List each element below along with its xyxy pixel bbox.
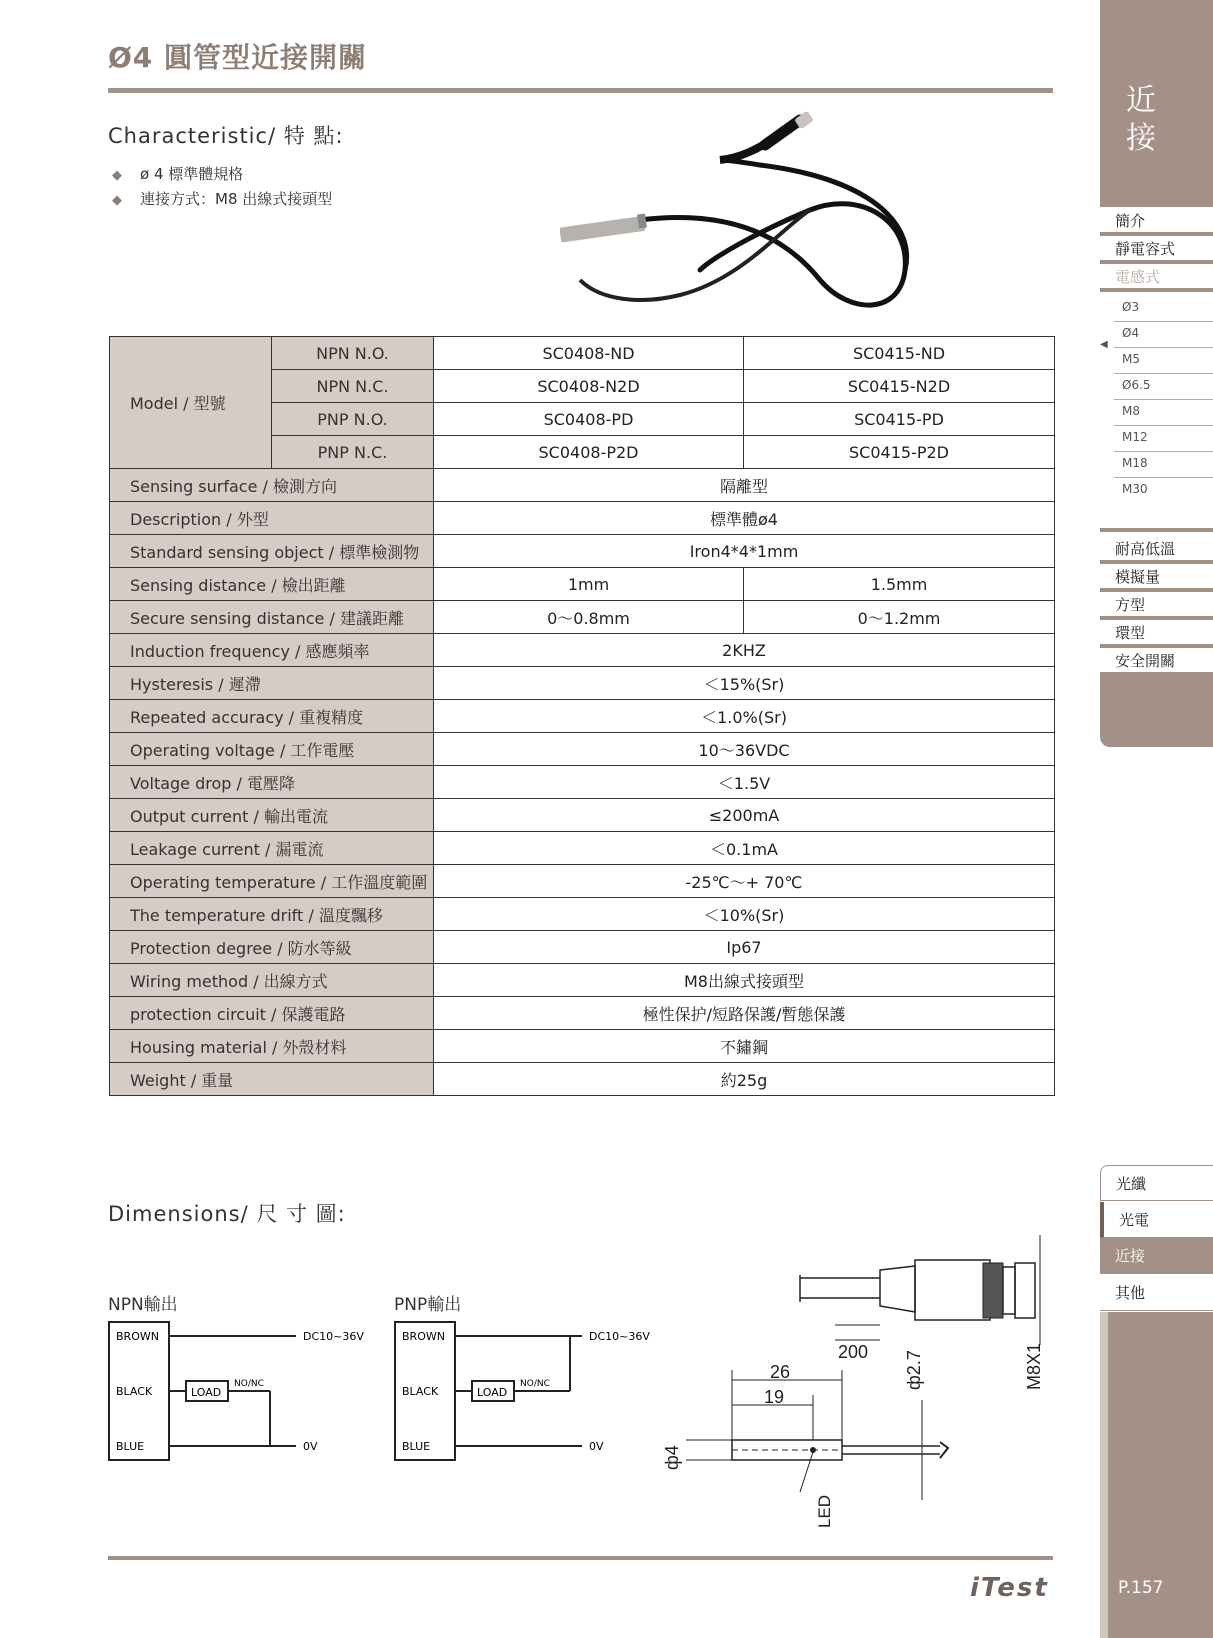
spec-value-b: 1.5mm [744, 568, 1055, 601]
header-rule [108, 88, 1053, 93]
dimensions-heading: Dimensions/ 尺 寸 圖: [108, 1202, 346, 1226]
sidebar-item-label: 模擬量 [1115, 568, 1161, 586]
sidebar-tab-label: 光電 [1119, 1211, 1150, 1229]
sidebar-sub-item[interactable]: M12 [1120, 426, 1213, 452]
output-type: NPN N.O. [272, 337, 434, 370]
spec-value: Ip67 [434, 931, 1055, 964]
spec-value: -25℃～+ 70℃ [434, 865, 1055, 898]
table-row [110, 997, 1055, 1030]
sidebar-sub-item[interactable]: Ø3 [1120, 296, 1213, 322]
spec-value: 標準體ø4 [434, 502, 1055, 535]
spec-value-b: 0～1.2mm [744, 601, 1055, 634]
table-row [110, 1063, 1055, 1096]
spec-label: Leakage current / 漏電流 [110, 832, 434, 865]
footer-rule [108, 1556, 1053, 1560]
table-row [110, 931, 1055, 964]
spec-label: Protection degree / 防水等級 [110, 931, 434, 964]
spec-label: protection circuit / 保護電路 [110, 997, 434, 1030]
sidebar-tab-fiber[interactable] [1100, 1165, 1213, 1201]
sidebar-item-label: 簡介 [1115, 212, 1146, 230]
spec-value: M8出線式接頭型 [434, 964, 1055, 997]
dim-m8-label: M8X1 [1024, 1342, 1044, 1390]
sidebar-sub-item[interactable]: M5 [1120, 348, 1213, 374]
model-a: SC0408-P2D [434, 436, 744, 469]
spec-label: Sensing distance / 檢出距離 [110, 568, 434, 601]
spec-value-a: 1mm [434, 568, 744, 601]
table-row [110, 700, 1055, 733]
bullet-item [112, 188, 332, 209]
npn-wiring-diagram [108, 1316, 378, 1466]
sidebar-sub-item[interactable]: M18 [1120, 452, 1213, 478]
table-row [110, 337, 1055, 370]
sidebar-tab-other[interactable] [1100, 1275, 1213, 1311]
spec-value: 10～36VDC [434, 733, 1055, 766]
spec-label: Operating temperature / 工作溫度範圍 [110, 865, 434, 898]
spec-label: Weight / 重量 [110, 1063, 434, 1096]
spec-label: Description / 外型 [110, 502, 434, 535]
sidebar-item-capacitive[interactable] [1100, 236, 1213, 264]
wire-black-label: BLACK [402, 1385, 439, 1398]
dim-200-label: 200 [838, 1342, 869, 1362]
wire-black-label: BLACK [116, 1385, 153, 1398]
spec-value: Iron4*4*1mm [434, 535, 1055, 568]
spec-table [109, 336, 1055, 1096]
dimension-drawing [660, 1230, 1060, 1530]
sidebar-item-label: 電感式 [1115, 268, 1161, 286]
spec-label: Wiring method / 出線方式 [110, 964, 434, 997]
load-label: LOAD [477, 1386, 508, 1399]
load-label: LOAD [191, 1386, 222, 1399]
table-row [110, 898, 1055, 931]
sidebar-item-label: 耐高低溫 [1115, 540, 1176, 558]
table-row [110, 865, 1055, 898]
product-photo [560, 110, 940, 320]
spec-label: Secure sensing distance / 建議距離 [110, 601, 434, 634]
led-label: LED [815, 1494, 834, 1528]
sidebar-item-inductive[interactable] [1100, 264, 1213, 292]
bullet-text: ø 4 標準體規格 [140, 165, 244, 183]
spec-label: Hysteresis / 遲滯 [110, 667, 434, 700]
spec-label: Voltage drop / 電壓降 [110, 766, 434, 799]
sidebar-sub-item[interactable]: Ø6.5 [1120, 374, 1213, 400]
dim-phi4-label: ф4 [662, 1445, 682, 1470]
dc-label: DC10~36V [589, 1330, 650, 1343]
spec-label: Output current / 輸出電流 [110, 799, 434, 832]
table-row [110, 1030, 1055, 1063]
spec-label: Sensing surface / 檢測方向 [110, 469, 434, 502]
brand-logo: iTest [970, 1573, 1049, 1603]
sidebar-title-bottom: 接 [1126, 121, 1158, 156]
nonc-label: NO/NC [520, 1379, 550, 1389]
model-a: SC0408-PD [434, 403, 744, 436]
spec-value: ＜1.5V [434, 766, 1055, 799]
sidebar-sub-item-active[interactable]: Ø4 [1120, 322, 1213, 348]
spec-value: 不鏽鋼 [434, 1030, 1055, 1063]
table-row [110, 799, 1055, 832]
dc-label: DC10~36V [303, 1330, 364, 1343]
sidebar-title [1100, 82, 1184, 158]
table-row [110, 832, 1055, 865]
spec-value: ＜15%(Sr) [434, 667, 1055, 700]
model-b: SC0415-N2D [744, 370, 1055, 403]
wire-blue-label: BLUE [402, 1440, 431, 1453]
table-row [110, 667, 1055, 700]
sidebar-item-ring[interactable] [1100, 620, 1213, 648]
table-row [110, 568, 1055, 601]
spec-value: 2KHZ [434, 634, 1055, 667]
output-type: PNP N.C. [272, 436, 434, 469]
diamond-icon: ◆ [112, 168, 122, 183]
sidebar-block [1100, 672, 1213, 747]
wire-blue-label: BLUE [116, 1440, 145, 1453]
sidebar-item-intro[interactable] [1100, 208, 1213, 236]
diamond-icon: ◆ [112, 193, 122, 208]
spec-label: Induction frequency / 感應頻率 [110, 634, 434, 667]
sidebar-item-label: 環型 [1115, 624, 1146, 642]
sidebar-item-label: 方型 [1115, 596, 1146, 614]
output-type: PNP N.O. [272, 403, 434, 436]
bullet-text: 連接方式：M8 出線式接頭型 [140, 190, 333, 208]
characteristic-heading: Characteristic/ 特 點: [108, 124, 344, 148]
nonc-label: NO/NC [234, 1379, 264, 1389]
dim-26-label: 26 [770, 1362, 791, 1382]
sidebar-item-label: 安全開關 [1115, 652, 1176, 670]
sidebar-divider [1100, 528, 1213, 532]
bullet-item [112, 163, 243, 184]
spec-value: ≤200mA [434, 799, 1055, 832]
table-row [110, 502, 1055, 535]
wire-brown-label: BROWN [402, 1330, 445, 1343]
table-row [110, 766, 1055, 799]
table-row [110, 601, 1055, 634]
spec-label: Standard sensing object / 標準檢測物 [110, 535, 434, 568]
table-row [110, 469, 1055, 502]
sidebar-item-analog[interactable] [1100, 564, 1213, 592]
spec-value: 隔離型 [434, 469, 1055, 502]
sidebar-item-temp[interactable] [1100, 536, 1213, 564]
model-label: Model / 型號 [110, 337, 272, 469]
pnp-title: PNP輸出 [394, 1295, 462, 1315]
spec-value: 約25g [434, 1063, 1055, 1096]
model-a: SC0408-ND [434, 337, 744, 370]
output-type: NPN N.C. [272, 370, 434, 403]
spec-label: Housing material / 外殼材料 [110, 1030, 434, 1063]
spec-value: 極性保护/短路保護/暫態保護 [434, 997, 1055, 1030]
table-row [110, 733, 1055, 766]
sidebar-item-square[interactable] [1100, 592, 1213, 620]
sidebar-edge [1100, 1312, 1108, 1638]
spec-value-a: 0～0.8mm [434, 601, 744, 634]
sidebar-tab-label: 近接 [1115, 1247, 1146, 1265]
table-row [110, 634, 1055, 667]
sidebar-tab-photo[interactable] [1100, 1202, 1213, 1238]
spec-label: Operating voltage / 工作電壓 [110, 733, 434, 766]
spec-label: The temperature drift / 溫度飄移 [110, 898, 434, 931]
sidebar-title-top: 近 [1126, 83, 1158, 118]
sidebar-tab-label: 其他 [1115, 1284, 1146, 1302]
npn-title: NPN輸出 [108, 1295, 178, 1315]
zero-volt-label: 0V [303, 1440, 318, 1453]
sidebar-item-label: 靜電容式 [1115, 240, 1176, 258]
table-row [110, 535, 1055, 568]
model-b: SC0415-PD [744, 403, 1055, 436]
spec-label: Repeated accuracy / 重複精度 [110, 700, 434, 733]
sidebar-sub-item[interactable]: M30 [1122, 482, 1148, 496]
wire-brown-label: BROWN [116, 1330, 159, 1343]
model-a: SC0408-N2D [434, 370, 744, 403]
zero-volt-label: 0V [589, 1440, 604, 1453]
sidebar-tab-proximity[interactable] [1100, 1238, 1213, 1274]
sidebar-tab-label: 光纖 [1116, 1175, 1147, 1193]
table-row [110, 964, 1055, 997]
pnp-wiring-diagram [394, 1316, 664, 1466]
dim-19-label: 19 [764, 1387, 785, 1407]
spec-value: ＜1.0%(Sr) [434, 700, 1055, 733]
dim-phi27-label: ф2.7 [904, 1350, 924, 1390]
page-title: Ø4 圓管型近接開關 [108, 41, 368, 74]
spec-value: ＜0.1mA [434, 832, 1055, 865]
sidebar-sub-item[interactable]: M8 [1120, 400, 1213, 426]
model-b: SC0415-P2D [744, 436, 1055, 469]
page-number: P.157 [1118, 1578, 1164, 1598]
current-arrow-icon: ◀ [1100, 339, 1108, 350]
spec-value: ＜10%(Sr) [434, 898, 1055, 931]
model-b: SC0415-ND [744, 337, 1055, 370]
